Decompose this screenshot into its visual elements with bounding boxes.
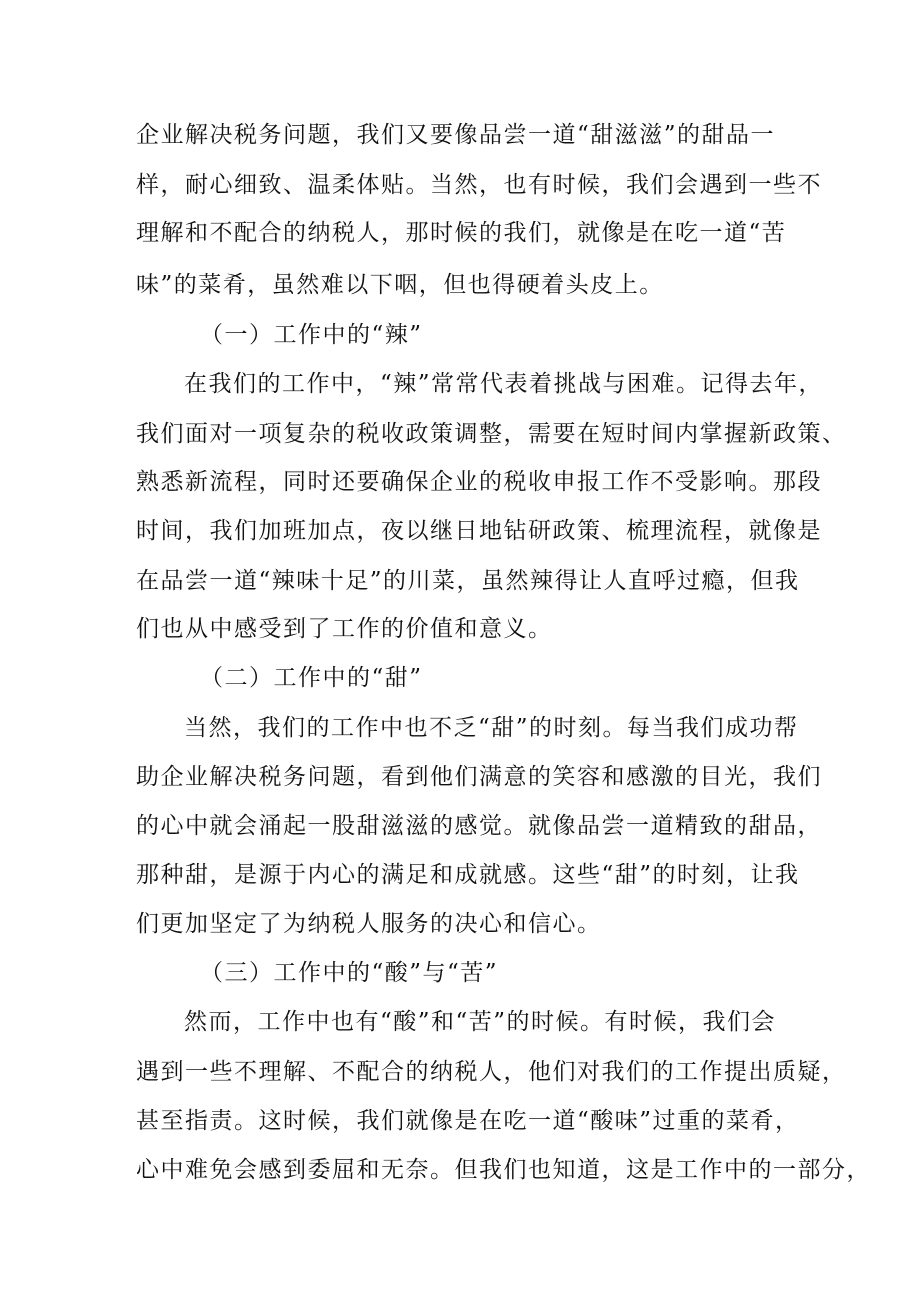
section-heading-tian: （二）工作中的“甜” [200, 665, 423, 691]
body-text-line: 我们面对一项复杂的税收政策调整，需要在短时间内掌握新政策、 [136, 421, 847, 447]
body-text-line: 味”的菜肴，虽然难以下咽，但也得硬着头皮上。 [136, 272, 664, 298]
body-text-line: 企业解决税务问题，我们又要像品尝一道“甜滋滋”的甜品一 [136, 122, 776, 148]
body-text-line: 当然，我们的工作中也不乏“甜”的时刻。每当我们成功帮 [184, 715, 799, 741]
body-text-line: 的心中就会涌起一股甜滋滋的感觉。就像品尝一道精致的甜品， [136, 813, 822, 839]
body-text-line: 样，耐心细致、温柔体贴。当然，也有时候，我们会遇到一些不 [136, 172, 822, 198]
body-text-line: 然而，工作中也有“酸”和“苦”的时候。有时候，我们会 [184, 1009, 777, 1035]
section-heading-la: （一）工作中的“辣” [200, 322, 423, 348]
body-text-line: 心中难免会感到委屈和无奈。但我们也知道，这是工作中的一部分， [136, 1157, 871, 1183]
body-text-line: 遇到一些不理解、不配合的纳税人，他们对我们的工作提出质疑， [136, 1059, 847, 1085]
body-text-line: 们也从中感受到了工作的价值和意义。 [136, 616, 553, 642]
body-text-line: 时间，我们加班加点，夜以继日地钻研政策、梳理流程，就像是 [136, 518, 822, 544]
body-text-line: 理解和不配合的纳税人，那时候的我们，就像是在吃一道“苦 [136, 220, 787, 246]
section-heading-suan-ku: （三）工作中的“酸”与“苦” [200, 960, 499, 986]
body-text-line: 在品尝一道“辣味十足”的川菜，虽然辣得让人直呼过瘾，但我 [136, 568, 800, 594]
body-text-line: 熟悉新流程，同时还要确保企业的税收申报工作不受影响。那段 [136, 469, 822, 495]
body-text-line: 们更加坚定了为纳税人服务的决心和信心。 [136, 911, 602, 937]
body-text-line: 在我们的工作中，“辣”常常代表着挑战与困难。记得去年， [184, 371, 824, 397]
body-text-line: 甚至指责。这时候，我们就像是在吃一道“酸味”过重的菜肴， [136, 1108, 800, 1134]
body-text-line: 那种甜，是源于内心的满足和成就感。这些“甜”的时刻，让我 [136, 862, 800, 888]
body-text-line: 助企业解决税务问题，看到他们满意的笑容和感激的目光，我们 [136, 764, 822, 790]
